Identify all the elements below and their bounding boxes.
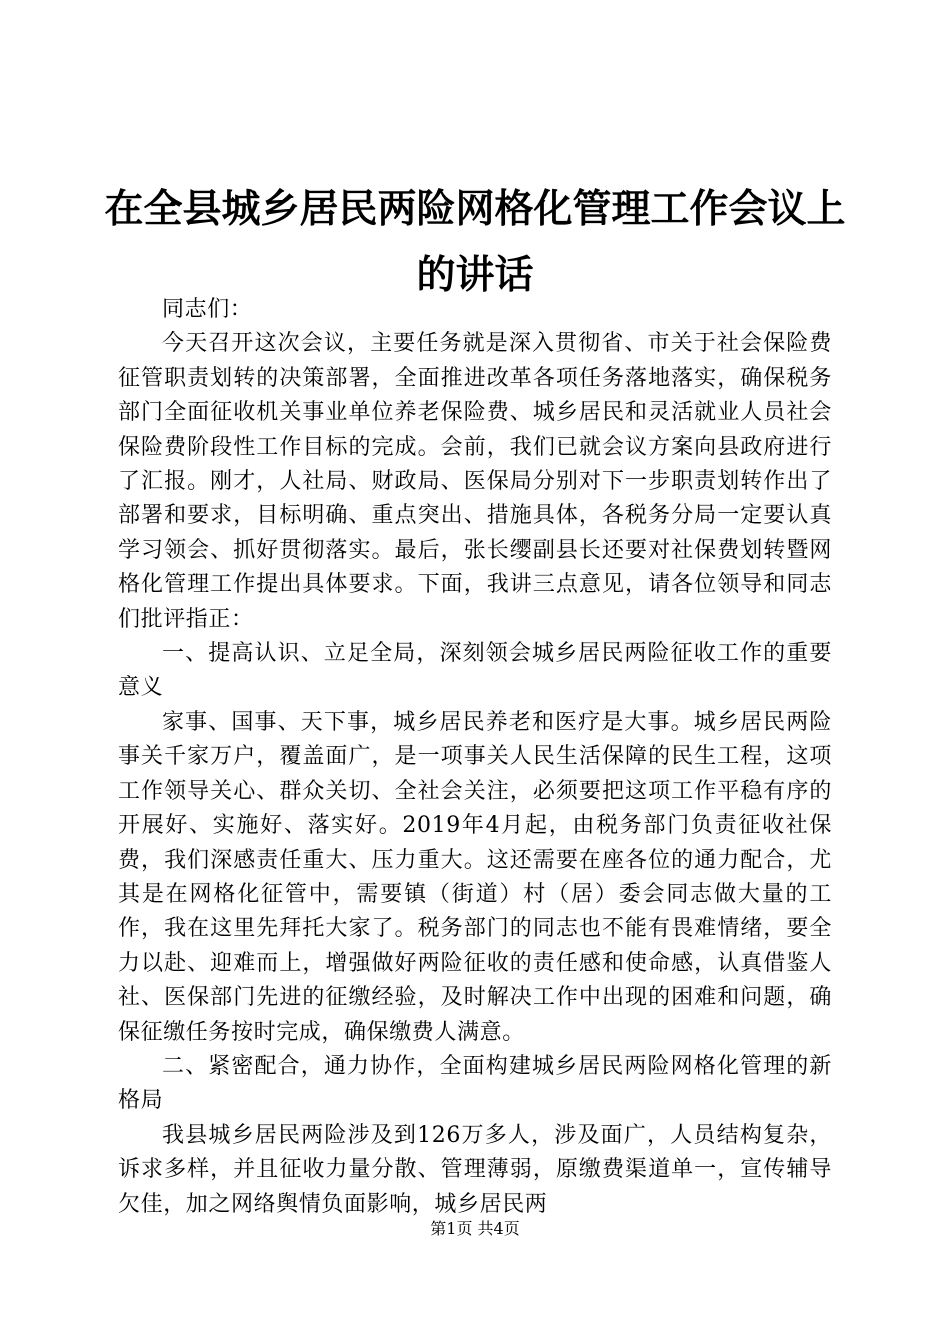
paragraph: 家事、国事、天下事，城乡居民养老和医疗是大事。城乡居民两险事关千家万户，覆盖面广，是一项事关人民生活保障的民生工程，这项工作领导关心、群众关切、全社会关注，必须要把这项工作平稳有序的开展好、实施好、落实好。2019年4月起，由税务部门负责征收社保费，我们深感责任重大、压力重大。这还需要在座各位的通力配合，尤其是在网格化征管中，需要镇（街道）村（居）委会同志做大量的工作，我在这里先拜托大家了。税务部门的同志也不能有畏难情绪，要全力以赴、迎难而上，增强做好两险征收的责任感和使命感，认真借鉴人社、医保部门先进的征缴经验，及时解决工作中出现的困难和问题，确保征缴任务按时完成，确保缴费人满意。	[118, 709, 832, 1045]
paragraph: 我县城乡居民两险涉及到126万多人，涉及面广，人员结构复杂，诉求多样，并且征收力量分散、管理薄弱，原缴费渠道单一，宣传辅导欠佳，加之网络舆情负面影响，城乡居民两	[118, 1122, 832, 1217]
section-heading: 一、提高认识、立足全局，深刻领会城乡居民两险征收工作的重要意义	[118, 641, 832, 701]
document-title: 在全县城乡居民两险网格化管理工作会议上的讲话	[104, 186, 846, 298]
paragraph: 今天召开这次会议，主要任务就是深入贯彻省、市关于社会保险费征管职责划转的决策部署，全面推进改革各项任务落地落实，确保税务部门全面征收机关事业单位养老保险费、城乡居民和灵活就业人员社会保险费阶段性工作目标的完成。会前，我们已就会议方案向县政府进行了汇报。刚才，人社局、财政局、医保局分别对下一步职责划转作出了部署和要求，目标明确、重点突出、措施具体，各税务分局一定要认真学习领会、抓好贯彻落实。最后，张长缨副县长还要对社保费划转暨网格化管理工作提出具体要求。下面，我讲三点意见，请各位领导和同志们批评指正：	[118, 331, 832, 632]
section-heading: 二、紧密配合，通力协作，全面构建城乡居民两险网格化管理的新格局	[118, 1053, 832, 1114]
page-footer: 第1页 共4页	[430, 1219, 520, 1238]
document-body	[118, 293, 832, 1222]
salutation: 同志们：	[162, 297, 253, 322]
